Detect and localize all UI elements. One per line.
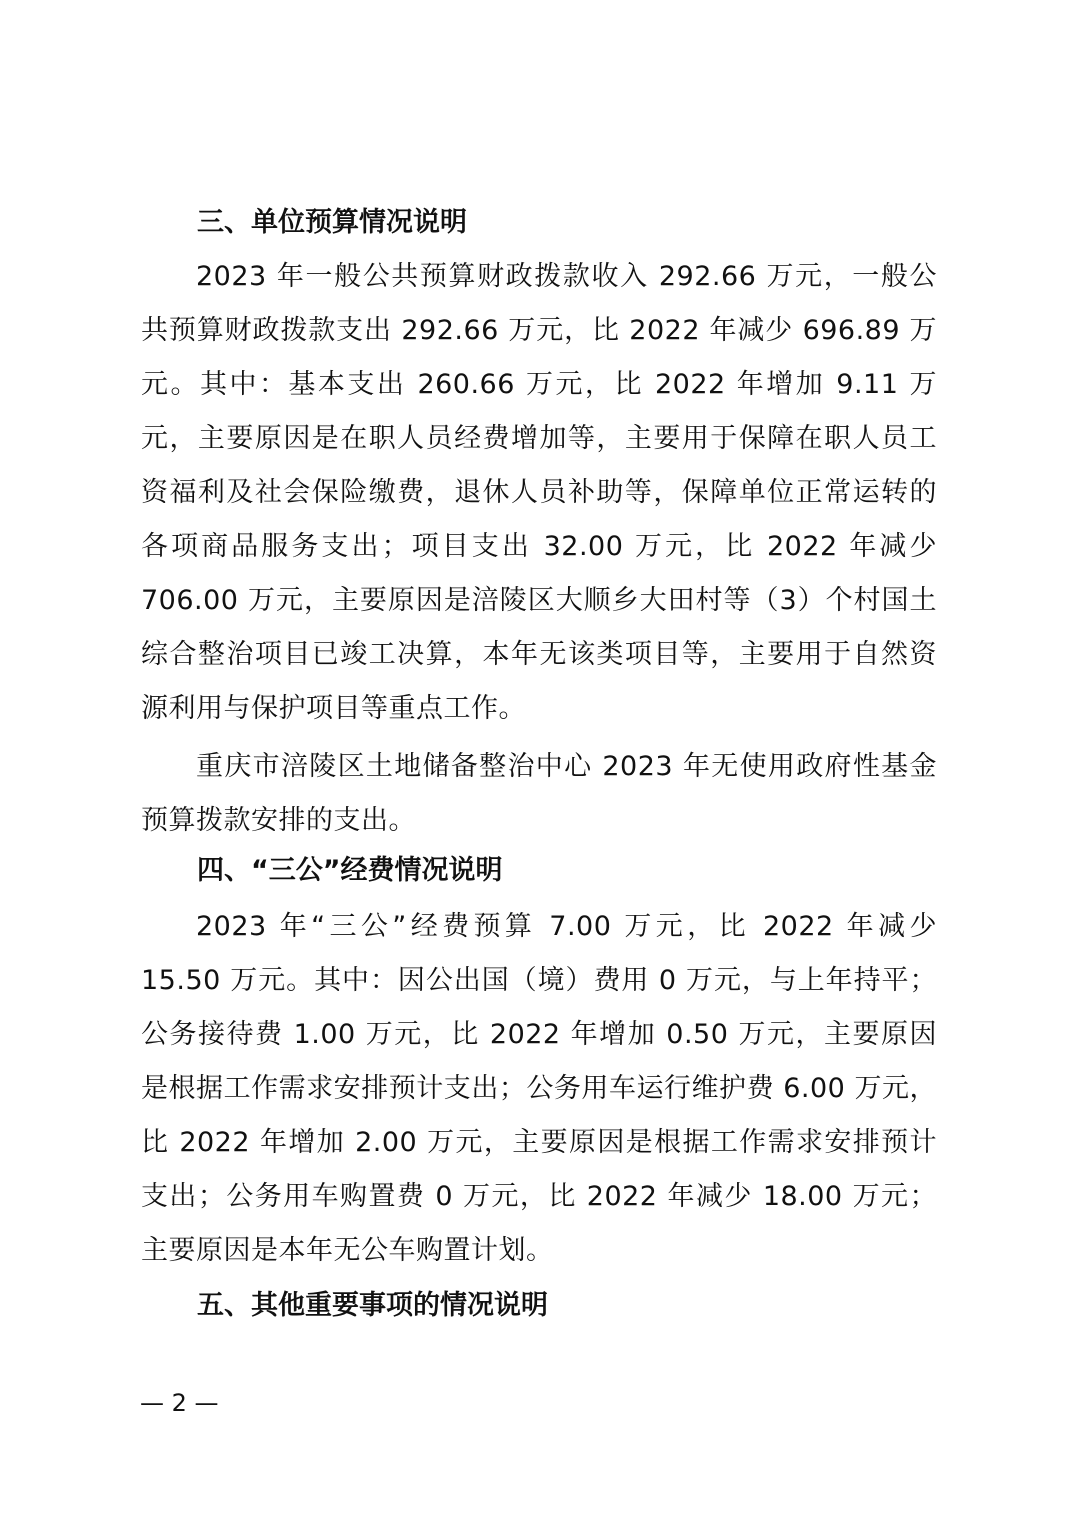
page-number: — 2 — <box>140 1389 219 1417</box>
section-5-heading: 五、其他重要事项的情况说明 <box>197 1290 548 1321</box>
section-4-heading: 四、“三公”经费情况说明 <box>197 855 503 886</box>
section-4-paragraph-1: 2023 年“三公”经费预算 7.00 万元，比 2022 年减少 15.50 万元。其中：因公出国（境）费用 0 万元，与上年持平；公务接待费 1.00 万元，比 2022 年增加 0.50 万元，主要原因是根据工作需求安排预计支出；公务用车运行维护费 6.00 万元，比 2022 年增加 2.00 万元，主要原因是根据工作需求安排预计支出；公务用车购置费 0 万元，比 2022 年减少 18.00 万元；主要原因是本年无公车购置计划。 <box>141 911 937 1266</box>
section-3-heading: 三、单位预算情况说明 <box>197 207 467 238</box>
section-3-paragraph-2: 重庆市涪陵区土地储备整治中心 2023 年无使用政府性基金预算拨款安排的支出。 <box>141 751 937 836</box>
section-3-paragraph-1: 2023 年一般公共预算财政拨款收入 292.66 万元，一般公共预算财政拨款支出 292.66 万元，比 2022 年减少 696.89 万元。其中：基本支出 260.66 万元，比 2022 年增加 9.11 万元，主要原因是在职人员经费增加等，主要用于保障在职人员工资福利及社会保险缴费，退休人员补助等，保障单位正常运转的各项商品服务支出；项目支出 32.00 万元，比 2022 年减少 706.00 万元，主要原因是涪陵区大顺乡大田村等（3）个村国土综合整治项目已竣工决算，本年无该类项目等，主要用于自然资源利用与保护项目等重点工作。 <box>141 261 937 724</box>
